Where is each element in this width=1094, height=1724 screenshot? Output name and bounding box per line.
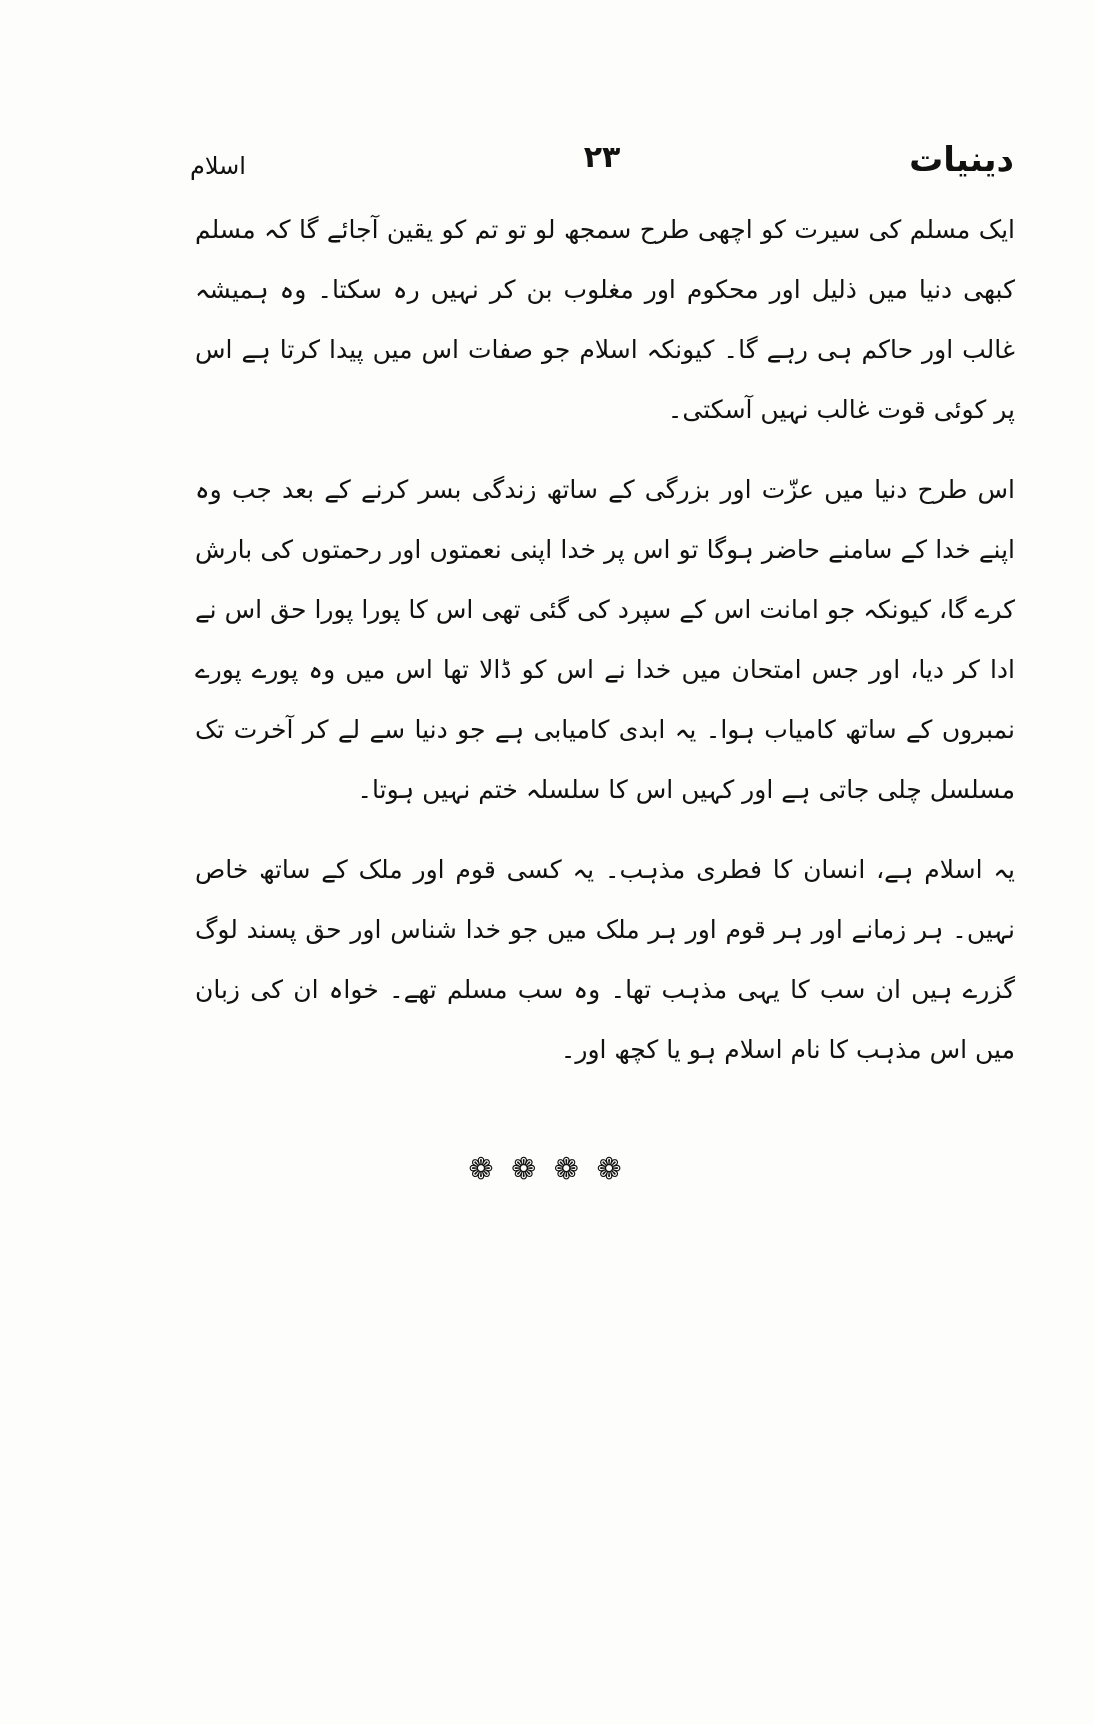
chapter-title: اسلام [190,152,246,180]
section-end-ornament [0,1152,1094,1187]
flower-ornament-icon: ❁ [468,1152,498,1187]
flower-ornament-icon: ❁ [553,1152,583,1187]
body-text [195,200,1015,1100]
page-number: ۲۳ [583,140,621,175]
paragraph: ایک مسلم کی سیرت کو اچھی طرح سمجھ لو تو تم کو یقین آجائے گا کہ مسلم کبھی دنیا میں ذلیل اور محکوم اور مغلوب بن کر نہیں رہ سکتا۔ وہ ہمیشہ غالب اور حاکم ہی رہے گا۔ کیونکہ اسلام جو صفات اس میں پیدا کرتا ہے اس پر کوئی قوت غالب نہیں آسکتی۔ [195,215,1015,424]
paragraph: یہ اسلام ہے، انسان کا فطری مذہب۔ یہ کسی قوم اور ملک کے ساتھ خاص نہیں۔ ہر زمانے اور ہر قوم اور ہر ملک میں جو خدا شناس اور حق پسند لوگ گزرے ہیں ان سب کا یہی مذہب تھا۔ وہ سب مسلم تھے۔ خواہ ان کی زبان میں اس مذہب کا نام اسلام ہو یا کچھ اور۔ [195,855,1015,1064]
paragraph: اس طرح دنیا میں عزّت اور بزرگی کے ساتھ زندگی بسر کرنے کے بعد جب وہ اپنے خدا کے سامنے حاضر ہوگا تو اس پر خدا اپنی نعمتوں اور رحمتوں کی بارش کرے گا، کیونکہ جو امانت اس کے سپرد کی گئی تھی اس کا پورا پورا حق اس نے ادا کر دیا، اور جس امتحان میں خدا نے اس کو ڈالا تھا اس میں وہ پورے پورے نمبروں کے ساتھ کامیاب ہوا۔ یہ ابدی کامیابی ہے جو دنیا سے لے کر آخرت تک مسلسل چلی جاتی ہے اور کہیں اس کا سلسلہ ختم نہیں ہوتا۔ [195,475,1015,804]
flower-ornament-icon: ❁ [596,1152,626,1187]
flower-ornament-icon: ❁ [511,1152,541,1187]
book-title: دینیات [909,140,1014,180]
page-header [190,140,1014,190]
